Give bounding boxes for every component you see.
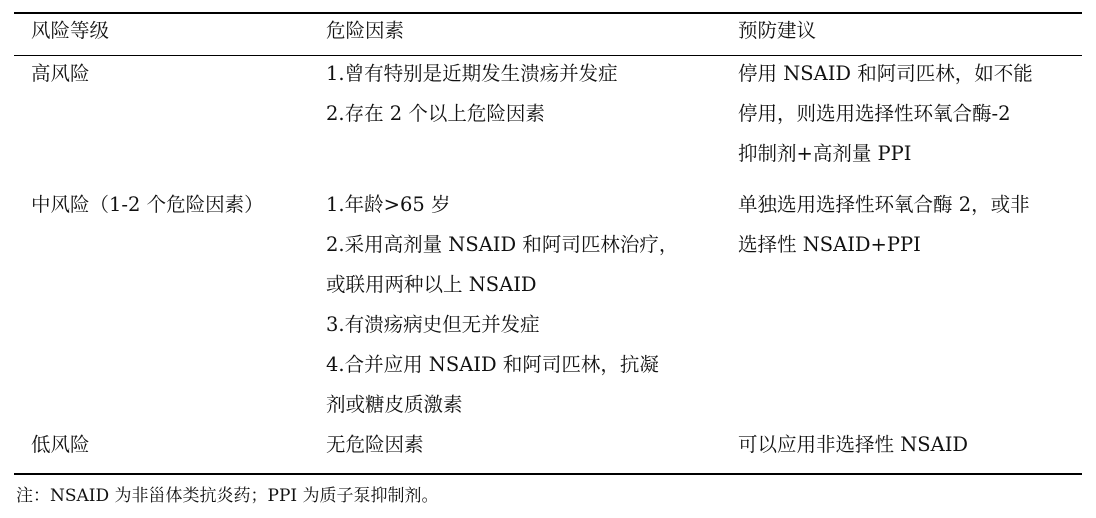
row-low-risk-factors [326,425,424,465]
advice-line: 停用 NSAID 和阿司匹林，如不能 [738,62,1033,85]
row-high-risk-advice [738,54,1033,174]
header-prevention-advice: 预防建议 [738,19,817,42]
factor-line: 1.年龄>65 岁 [326,193,451,216]
row-low-risk-level: 低风险 [31,433,90,456]
factor-line: 1.曾有特别是近期发生溃疡并发症 [326,62,618,85]
advice-line: 选择性 NSAID+PPI [738,233,921,256]
table-footnote: 注：NSAID 为非甾体类抗炎药；PPI 为质子泵抑制剂。 [16,486,439,506]
factor-line: 2.存在 2 个以上危险因素 [326,102,545,125]
table-bottom-rule [14,473,1082,475]
table-top-rule [14,12,1082,14]
advice-line: 可以应用非选择性 NSAID [738,433,969,456]
factor-line: 4.合并应用 NSAID 和阿司匹林，抗凝 [326,353,659,376]
row-high-risk-level: 高风险 [31,62,90,85]
advice-line: 单独选用选择性环氧合酶 2，或非 [738,193,1030,216]
row-medium-risk-level: 中风险（1-2 个危险因素） [31,193,264,216]
factor-line: 无危险因素 [326,433,424,456]
row-medium-risk-factors [326,185,678,425]
row-high-risk-factors [326,54,618,134]
factor-line: 或联用两种以上 NSAID [326,273,537,296]
factor-line: 2.采用高剂量 NSAID 和阿司匹林治疗， [326,233,679,256]
header-risk-factors: 危险因素 [326,19,405,42]
factor-line: 3.有溃疡病史但无并发症 [326,313,540,336]
row-medium-risk-advice [738,185,1030,265]
header-risk-level: 风险等级 [31,19,110,42]
advice-line: 停用，则选用选择性环氧合酶-2 [738,102,1011,125]
factor-line: 剂或糖皮质激素 [326,393,463,416]
row-low-risk-advice [738,425,968,465]
advice-line: 抑制剂+高剂量 PPI [738,142,912,165]
